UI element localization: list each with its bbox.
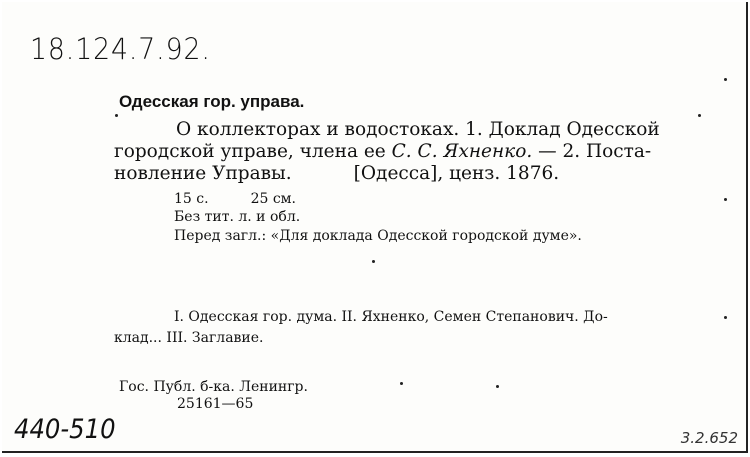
title-line-3-post: [Одесса], ценз. 1876. [353, 163, 560, 184]
tracing-line-2: клад... III. Заглавие. [114, 330, 264, 346]
tracing-line-1: I. Одесская гор. дума. II. Яхненко, Семен Степанович. До- [174, 309, 608, 325]
title-line-1: О коллекторах и водостоках. 1. Доклад Одесской [176, 119, 660, 140]
title-line-3 [114, 163, 714, 185]
author-name: С. С. Яхненко. [391, 141, 533, 162]
speck [496, 385, 499, 388]
inventory-number: 440-510 [14, 414, 116, 445]
title-block [114, 119, 714, 185]
title-line-2-pre: городской управе, члена ее [114, 141, 392, 162]
speck [724, 316, 727, 319]
note-1: Без тит. л. и обл. [174, 209, 301, 225]
physical-description [174, 191, 296, 208]
title-line-2 [114, 141, 714, 163]
title-line-2-post: — 2. Поста- [532, 141, 652, 162]
title-line-3-pre: новление Управы. [114, 163, 292, 184]
speck [698, 114, 701, 117]
speck [115, 114, 118, 117]
speck [372, 260, 375, 263]
page-count: 15 с. [174, 191, 209, 207]
size: 25 см. [250, 191, 297, 207]
speck [724, 198, 727, 201]
library-name: Гос. Публ. б-ка. Ленингр. [119, 379, 308, 395]
tracings [114, 307, 714, 349]
speck [724, 78, 727, 81]
library-number: 25161—65 [177, 396, 254, 412]
catalog-card [2, 2, 748, 453]
call-number: 18.124.7.92. [30, 32, 211, 66]
speck [400, 382, 403, 385]
card-heading: Одесская гор. управа. [119, 92, 305, 111]
library-imprint [119, 379, 308, 413]
note-2: Перед загл.: «Для доклада Одесской городской думе». [174, 228, 582, 244]
corner-note: 3.2.652 [680, 429, 738, 447]
